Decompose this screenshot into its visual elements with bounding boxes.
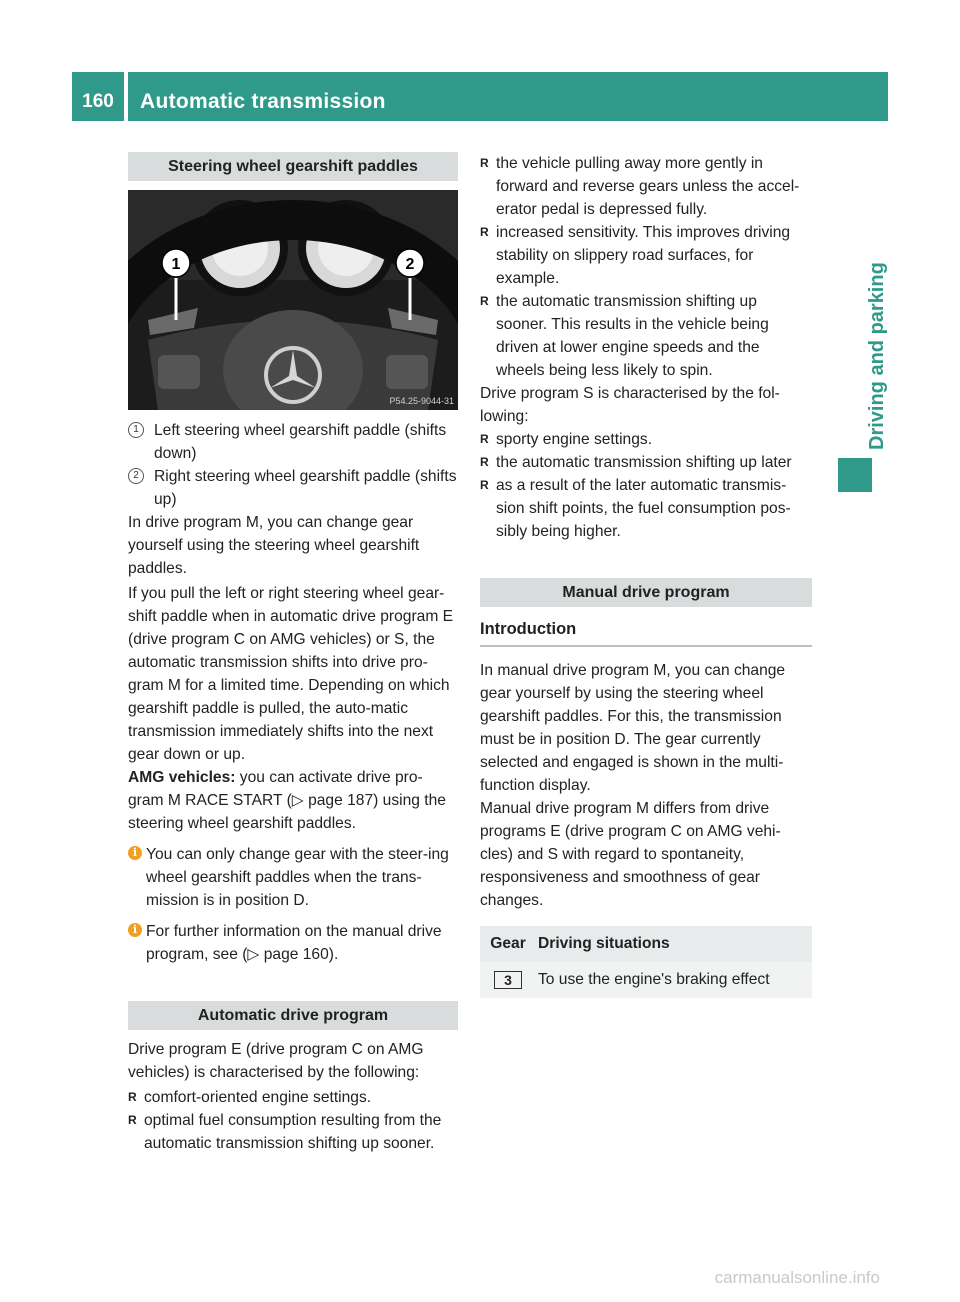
gear-3-symbol: 3 xyxy=(494,971,522,989)
left-column xyxy=(128,152,458,1155)
bullet-item: R the vehicle pulling away more gently in forward and reverse gears unless the accel-erator pedal is depressed fully. xyxy=(480,152,812,221)
bullet-item: R comfort-oriented engine settings. xyxy=(128,1086,458,1109)
column-header-situations: Driving situations xyxy=(537,926,812,962)
paragraph: Drive program E (drive program C on AMG vehicles) is characterised by the following: xyxy=(128,1041,424,1081)
steering-wheel-photo xyxy=(128,190,458,410)
paragraph: If you pull the left or right steering wheel gear-shift paddle when in automatic drive program E (drive program C on AMG vehicles) or S, the automatic transmission shifts into drive pro-gram M for a limited time. Depending on which gearshift paddle is pulled, the auto-matic transmission immediately shifts into the next gear down or up. xyxy=(128,585,454,763)
right-column xyxy=(480,152,812,998)
info-note: i For further information on the manual drive program, see (▷ page 160). xyxy=(128,920,458,966)
gear-cell xyxy=(480,962,537,998)
callout-number-1: 1 xyxy=(128,422,144,438)
section-marker xyxy=(838,458,872,492)
paragraph: AMG vehicles: you can activate drive pro-gram M RACE START (▷ page 187) using the steering wheel gearshift paddles. xyxy=(128,769,446,832)
section-heading: Steering wheel gearshift paddles xyxy=(128,152,458,181)
section-heading: Automatic drive program xyxy=(128,1001,458,1030)
paragraph: Manual drive program M differs from drive programs E (drive program C on AMG vehi-cles) and S with regard to spontaneity, responsiveness and smoothness of gear changes. xyxy=(480,800,781,909)
info-note: i You can only change gear with the steer-ing wheel gearshift paddles when the trans-mission is in position D. xyxy=(128,843,458,912)
legend-item-2: 2 Right steering wheel gearshift paddle (shifts up) xyxy=(128,465,458,511)
situation-cell: To use the engine's braking effect xyxy=(537,962,812,998)
bullet-item: R the automatic transmission shifting up sooner. This results in the vehicle being driven at lower engine speeds and the wheels being less likely to spin. xyxy=(480,290,812,382)
info-icon: i xyxy=(128,846,142,860)
callout-number-2: 2 xyxy=(128,468,144,484)
gear-table xyxy=(480,926,812,998)
callout-1-label: 1 xyxy=(171,256,181,273)
paragraph: In drive program M, you can change gear yourself using the steering wheel gearshift paddles. xyxy=(128,514,420,577)
image-code: P54.25-9044-31 xyxy=(389,396,454,406)
paragraph: Drive program S is characterised by the fol-lowing: xyxy=(480,385,780,425)
section-side-label: Driving and parking xyxy=(866,262,888,450)
info-icon: i xyxy=(128,923,142,937)
bullet-item: R the automatic transmission shifting up later xyxy=(480,451,812,474)
table-header-row xyxy=(480,926,812,962)
column-header-gear: Gear xyxy=(480,926,537,962)
bullet-item: R sporty engine settings. xyxy=(480,428,812,451)
table-row xyxy=(480,962,812,998)
paragraph: In manual drive program M, you can change gear yourself by using the steering wheel gearshift paddles. For this, the transmission must be in position D. The gear currently selected and engaged is shown in the multi-function display. xyxy=(480,662,786,794)
page-number: 160 xyxy=(82,91,114,112)
header-divider xyxy=(124,72,128,121)
legend-item-1: 1 Left steering wheel gearshift paddle (shifts down) xyxy=(128,419,458,465)
subheading: Introduction xyxy=(480,615,812,647)
watermark: carmanualsonline.info xyxy=(714,1268,880,1287)
bullet-item: R increased sensitivity. This improves driving stability on slippery road surfaces, for example. xyxy=(480,221,812,290)
bullet-item: R as a result of the later automatic transmis-sion shift points, the fuel consumption pos-sibly being higher. xyxy=(480,474,812,543)
page-title: Automatic transmission xyxy=(140,90,386,113)
bullet-item: R optimal fuel consumption resulting from the automatic transmission shifting up sooner. xyxy=(128,1109,458,1155)
section-heading: Manual drive program xyxy=(480,578,812,607)
callout-2-label: 2 xyxy=(405,256,415,273)
